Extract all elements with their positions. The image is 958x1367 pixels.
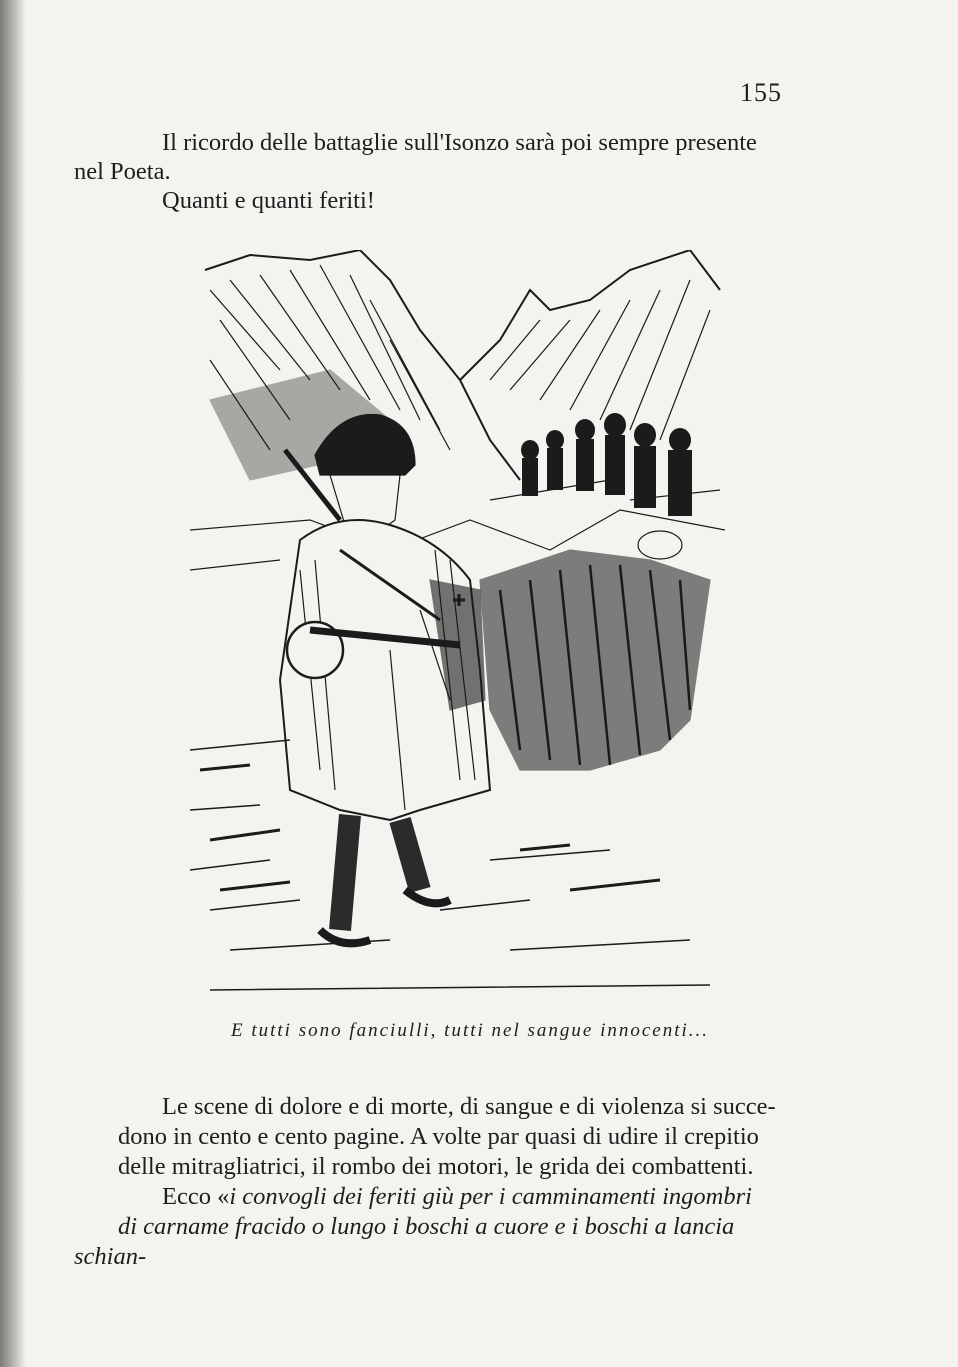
paragraph-line: Il ricordo delle battaglie sull'Isonzo sarà poi sempre presente xyxy=(162,129,757,156)
page-number: 155 xyxy=(740,78,782,107)
mountain-right-outline xyxy=(460,250,720,380)
illustration-caption: E tutti sono fanciulli, tutti nel sangue innocenti... xyxy=(230,1020,710,1041)
paragraph-scene xyxy=(118,1092,790,1182)
paragraph-feriti: Quanti e quanti feriti! xyxy=(162,187,375,214)
wounded-head xyxy=(638,531,682,559)
paragraph-line: delle mitragliatrici, il rombo dei motori, le grida dei combattenti. xyxy=(118,1153,754,1180)
stretcher-blanket xyxy=(480,550,710,770)
quote-lead: Ecco « xyxy=(162,1183,230,1210)
scan-edge-shadow xyxy=(0,0,26,1367)
main-soldier xyxy=(280,415,490,944)
quote-text: i convogli dei feriti giù per i camminamenti ingombri xyxy=(229,1183,752,1210)
paragraph-line: nel Poeta. xyxy=(74,158,171,185)
convoy-figures xyxy=(521,413,692,516)
paragraph-line: dono in cento e cento pagine. A volte par quasi di udire il crepitio xyxy=(118,1123,759,1150)
paragraph-line: Le scene di dolore e di morte, di sangue e di violenza si succe- xyxy=(162,1093,776,1120)
paragraph-isonzo xyxy=(74,128,790,186)
quote-text: di carname fracido o lungo i boschi a cuore e i boschi a lancia schian- xyxy=(74,1213,735,1270)
paragraph-quote xyxy=(74,1182,790,1272)
soldier-legs xyxy=(340,815,420,930)
soldier-illustration xyxy=(190,250,725,1010)
